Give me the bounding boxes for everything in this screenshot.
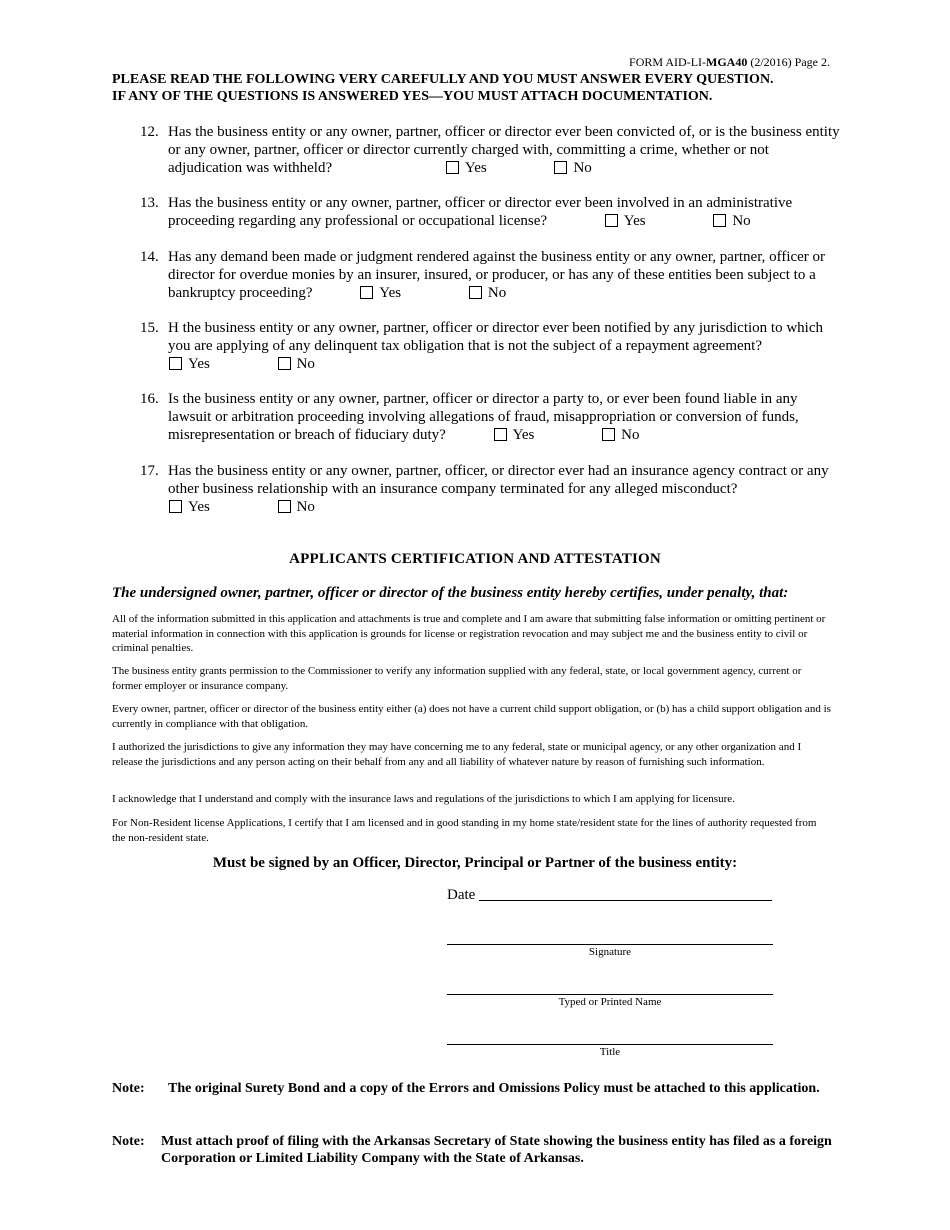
- yes-option[interactable]: [446, 159, 487, 177]
- question-text: Is the business entity or any owner, partner, officer or director a party to, or ever been found liable in any lawsuit or arbitration proceeding involving allegations of fraud, misappropriation or conversion of funds, misrepresentation or breach of fiduciary duty?: [168, 391, 799, 443]
- certification-paragraph-1: All of the information submitted in this application and attachments is true and complete and I am aware that submitting false information or omitting pertinent or material information in connection with this application is grounds for license or registration revocation and may subject me and the business entity to civil or criminal penalties.: [112, 613, 826, 654]
- question-16: [140, 390, 840, 444]
- form-code: MGA40: [706, 55, 748, 69]
- no-label: No: [732, 213, 751, 229]
- no-option[interactable]: [278, 355, 315, 373]
- date-field[interactable]: [447, 886, 772, 904]
- question-text: Has any demand been made or judgment rendered against the business entity or any owner, partner, officer or director for overdue monies by an insurer, insured, or producer, or has any of these entities been subject to a bankruptcy proceeding?: [168, 249, 826, 301]
- question-number: 16.: [140, 391, 159, 407]
- note-text: Must attach proof of filing with the Arkansas Secretary of State showing the business entity has filed as a foreign Corporation or Limited Liability Company with the State of Arkansas.: [161, 1134, 832, 1166]
- date-line[interactable]: [479, 886, 772, 901]
- title-line[interactable]: [447, 1044, 773, 1045]
- yes-option[interactable]: [360, 284, 401, 302]
- question-number: 13.: [140, 195, 159, 211]
- no-checkbox[interactable]: [554, 161, 567, 174]
- no-label: No: [296, 499, 315, 515]
- note-2: [112, 1133, 832, 1167]
- question-number: 14.: [140, 249, 159, 265]
- certification-title: APPLICANTS CERTIFICATION AND ATTESTATION: [289, 551, 661, 567]
- question-14: [140, 248, 840, 302]
- form-identifier: [629, 55, 830, 70]
- no-option[interactable]: [554, 159, 591, 177]
- yes-label: Yes: [188, 499, 210, 515]
- no-label: No: [573, 160, 592, 176]
- certification-paragraph-6: For Non-Resident license Applications, I certify that I am licensed and in good standing in my home state/resident state for the lines of authority requested from the non-resident state.: [112, 817, 817, 844]
- date-label: Date: [447, 887, 476, 903]
- form-suffix: (2/2016) Page 2.: [747, 55, 830, 69]
- certification-intro: The undersigned owner, partner, officer or director of the business entity hereby certifies, under penalty, that:: [112, 585, 789, 601]
- title-label: Title: [599, 1046, 621, 1058]
- certification-paragraph-2: The business entity grants permission to the Commissioner to verify any information supplied with any federal, state, or local government agency, current or former employer or insurance company.: [112, 665, 802, 692]
- yes-checkbox[interactable]: [169, 357, 182, 370]
- question-text: Has the business entity or any owner, partner, officer or director ever been involved in an administrative proceeding regarding any professional or occupational license?: [168, 195, 793, 229]
- yes-checkbox[interactable]: [169, 500, 182, 513]
- note-1: [112, 1080, 824, 1097]
- question-13: [140, 194, 840, 230]
- no-checkbox[interactable]: [602, 428, 615, 441]
- no-checkbox[interactable]: [278, 500, 291, 513]
- no-option[interactable]: [713, 212, 750, 230]
- no-checkbox[interactable]: [713, 214, 726, 227]
- no-label: No: [621, 427, 640, 443]
- question-17: [140, 462, 840, 516]
- question-number: 15.: [140, 320, 159, 336]
- no-label: No: [487, 285, 507, 301]
- yes-checkbox[interactable]: [360, 286, 373, 299]
- question-number: 12.: [140, 124, 159, 140]
- yes-label: Yes: [512, 427, 535, 443]
- yes-option[interactable]: [169, 355, 210, 373]
- instruction-line-2: IF ANY OF THE QUESTIONS IS ANSWERED YES—YOU MUST ATTACH DOCUMENTATION.: [112, 89, 713, 104]
- yes-checkbox[interactable]: [605, 214, 618, 227]
- certification-paragraph-3: Every owner, partner, officer or director of the business entity either (a) does not have a current child support obligation, or (b) has a child support obligation and is currently in compliance with that obligation.: [112, 703, 831, 730]
- no-option[interactable]: [602, 426, 639, 444]
- yes-option[interactable]: [494, 426, 535, 444]
- yes-option[interactable]: [169, 498, 210, 516]
- printed-name-label: Typed or Printed Name: [558, 996, 662, 1008]
- question-number: 17.: [140, 463, 159, 479]
- signature-line[interactable]: [447, 944, 773, 945]
- no-option[interactable]: [469, 284, 506, 302]
- certification-paragraph-5: I acknowledge that I understand and comply with the insurance laws and regulations of the jurisdictions to which I am applying for licensure.: [112, 793, 735, 805]
- yes-checkbox[interactable]: [446, 161, 459, 174]
- certification-paragraph-4: I authorized the jurisdictions to give any information they may have concerning me to any federal, state or municipal agency, or any other organization and I release the jurisdictions and any person acting on their behalf from any and all liability of whatever nature by reason of furnishing such information.: [112, 741, 802, 768]
- note-label: Note:: [112, 1081, 145, 1096]
- yes-label: Yes: [188, 356, 210, 372]
- yes-label: Yes: [623, 213, 646, 229]
- question-12: [140, 123, 840, 177]
- no-checkbox[interactable]: [469, 286, 482, 299]
- yes-option[interactable]: [605, 212, 646, 230]
- yes-label: Yes: [464, 160, 487, 176]
- question-15: [140, 319, 840, 373]
- signature-label: Signature: [588, 946, 632, 958]
- note-label: Note:: [112, 1134, 145, 1149]
- printed-name-line[interactable]: [447, 994, 773, 995]
- must-sign-instruction: Must be signed by an Officer, Director, Principal or Partner of the business entity:: [212, 855, 738, 871]
- instruction-line-1: PLEASE READ THE FOLLOWING VERY CAREFULLY AND YOU MUST ANSWER EVERY QUESTION.: [112, 72, 774, 87]
- no-label: No: [296, 356, 315, 372]
- instructions: [112, 71, 852, 105]
- yes-label: Yes: [379, 285, 402, 301]
- question-text: Has the business entity or any owner, partner, officer or director ever been convicted of, or is the business entity or any owner, partner, officer or director currently charged with, committing a crime, whether or not adjudication was withheld?: [168, 124, 840, 176]
- question-text: H the business entity or any owner, partner, officer or director ever been notified by any jurisdiction to which you are applying of any delinquent tax obligation that is not the subject of a repayment agreement?: [168, 320, 823, 354]
- form-prefix: FORM AID-LI-: [629, 55, 707, 69]
- yes-checkbox[interactable]: [494, 428, 507, 441]
- question-text: Has the business entity or any owner, partner, officer, or director ever had an insurance agency contract or any other business relationship with an insurance company terminated for any alleged misconduct?: [168, 463, 829, 497]
- note-text: The original Surety Bond and a copy of the Errors and Omissions Policy must be attached to this application.: [168, 1081, 820, 1096]
- no-checkbox[interactable]: [278, 357, 291, 370]
- no-option[interactable]: [278, 498, 315, 516]
